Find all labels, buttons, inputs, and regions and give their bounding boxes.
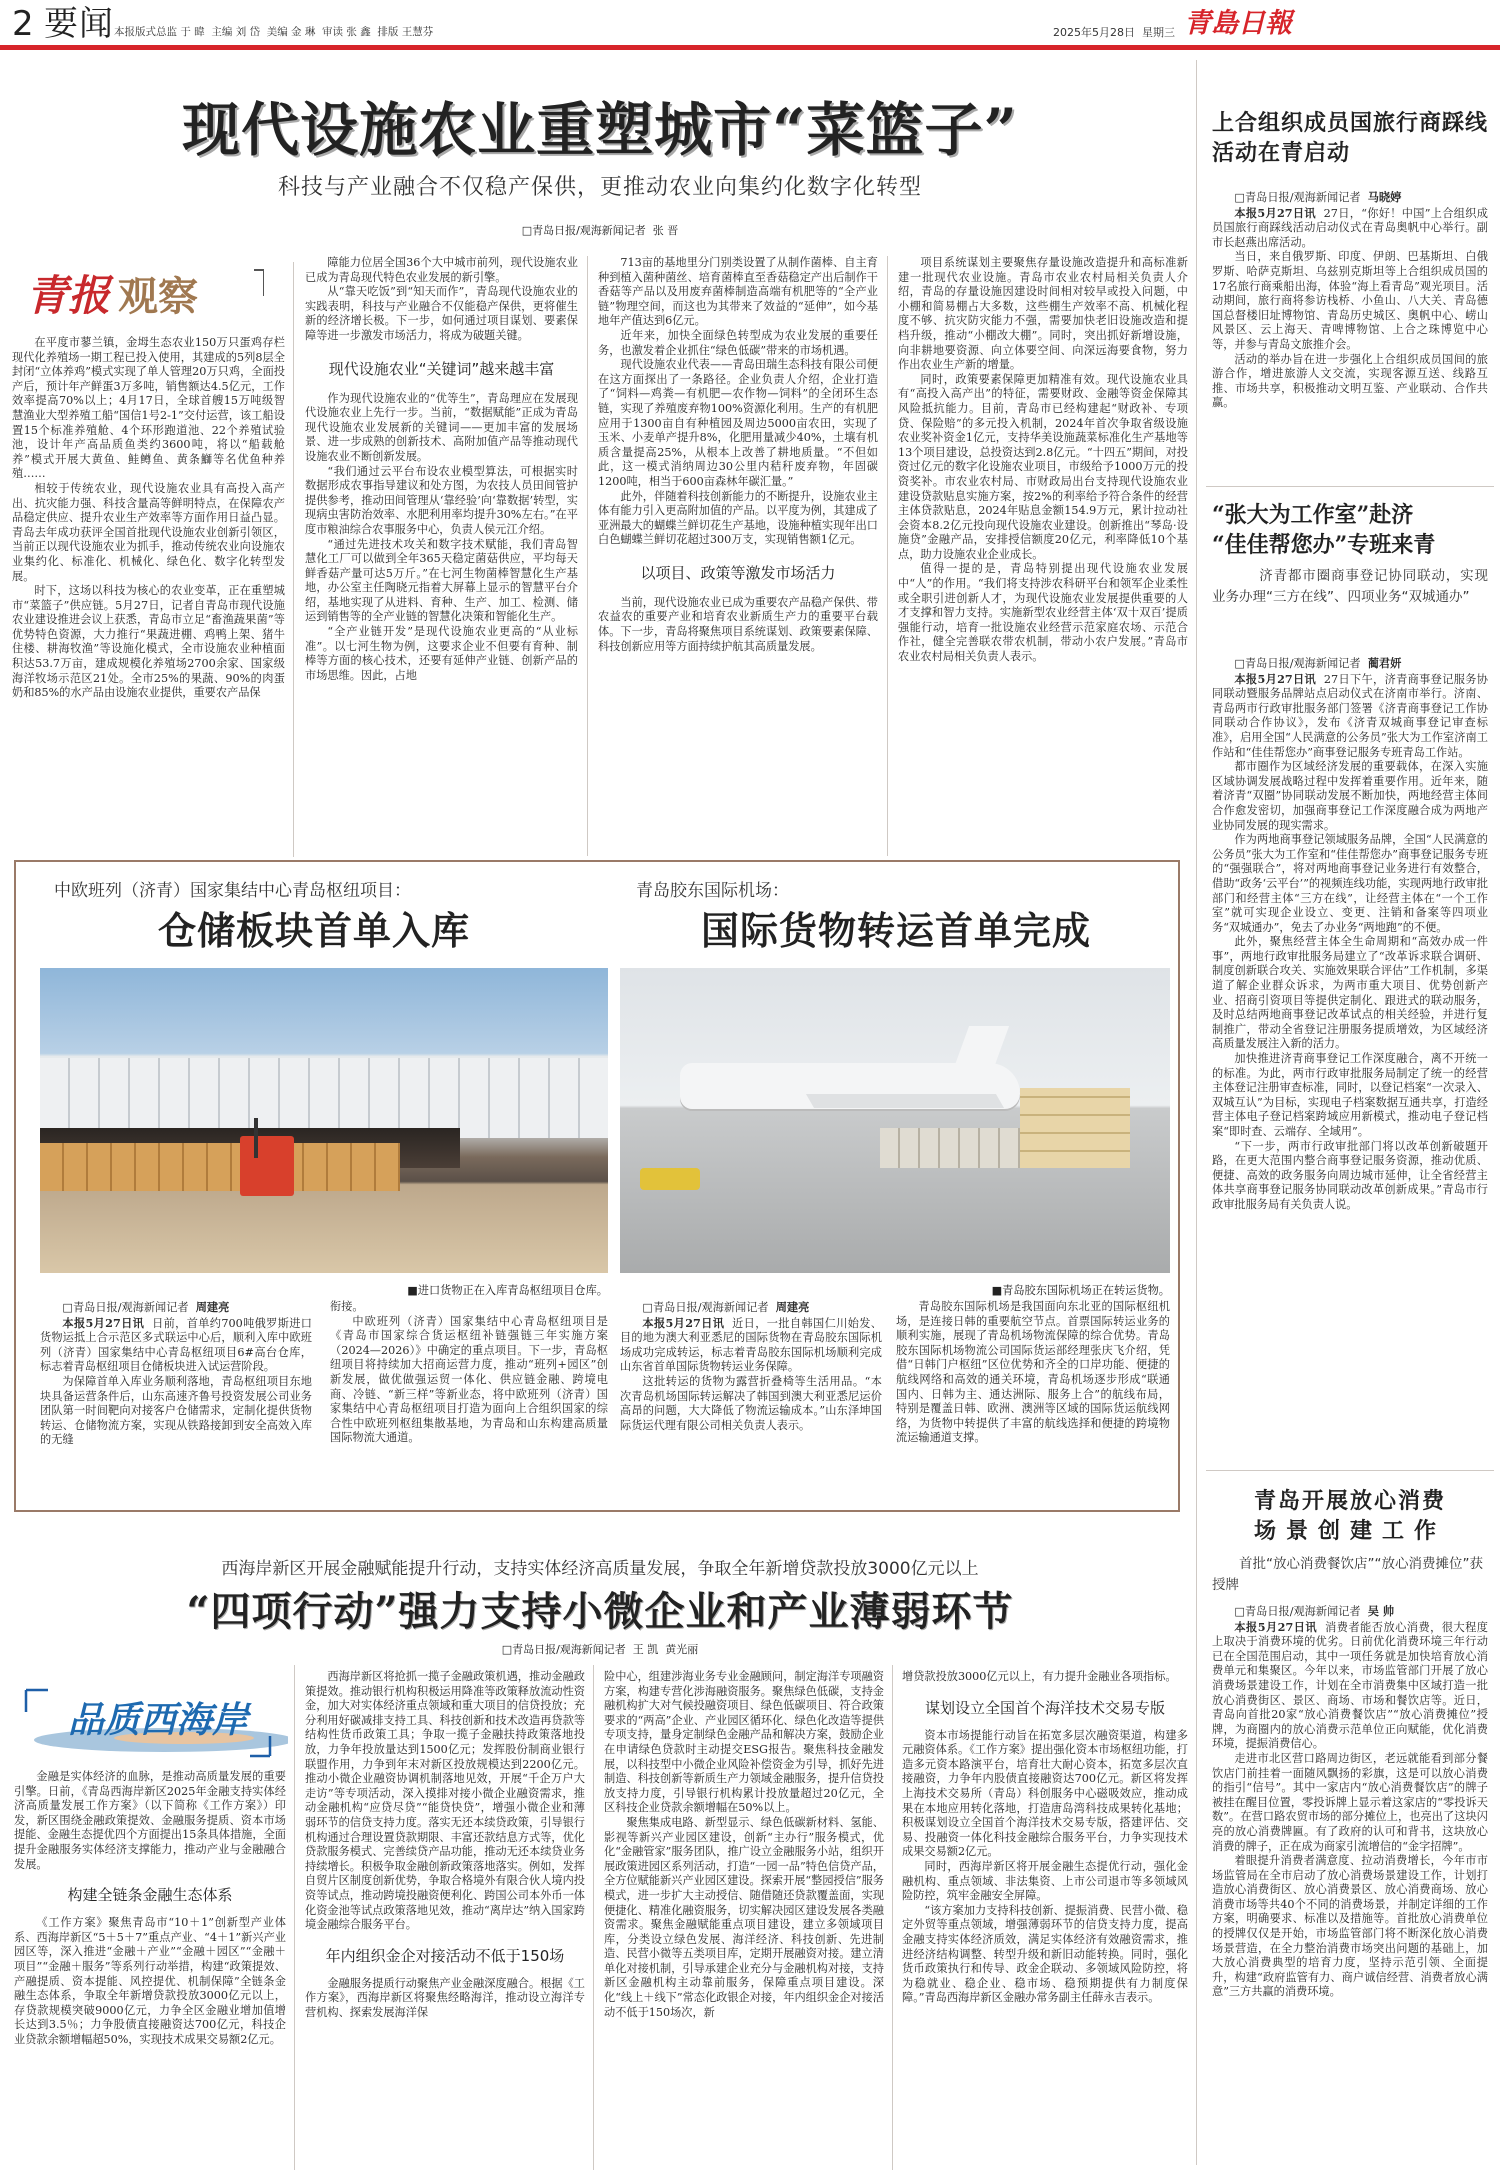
paragraph: 西海岸新区将抢抓一揽子金融政策机遇，推动金融政策提效。推动银行机构积极运用降准等政策释放流动性资金，加大对实体经济重点领域和重大项目的信贷投放；充分利用好碳减排支持工具、科技创新和技术改造再贷款等结构性货币政策工具；争取一揽子金融扶持政策落地投放，力争年投放量达到1500亿元；发挥股份制商业银行联盟作用，力争到年末对新区投放规模达到2200亿元。推动小微企业融资协调机制落地见效，开展“千企万户大走访”等专项活动，深入摸排对接小微企业融资需求，推动金融机构“应贷尽贷”“能贷快贷”，增强小微企业和薄弱环节的信贷支持力度。落实无还本续贷政策，引导银行机构通过合理设置贷款期限、丰富还款结息方式等，优化贷款服务模式、完善续贷产品功能，推动无还本续贷业务持续增长。积极争取金融创新政策落地落实。例如，发挥自贸片区制度创新优势，争取合格境外有限合伙人境内投资等试点，推动跨境投融资便利化、跨国公司本外币一体化资金池等试点政策落地见效，推动“离岸达”纳入国家跨境金融综合服务平台。 bbox=[305, 1670, 585, 1932]
left-story-headline: 仓储板块首单入库 bbox=[157, 908, 470, 953]
paragraph-text: 消费者能否放心消费，很大程度上取决于消费环境的优劣。日前优化消费环境三年行动已在全国范围启动，其中一项任务就是加快培育放心消费单元和集聚区。今年以来，市场监管部门开展了放心消费场景建设工作，计划在全市消费集中区域打造一批放心消费街区、景区、商场、市场和餐饮店等。近日，青岛向首批20家“放心消费餐饮店”“放心消费摊位”授牌，为商圈内的放心消费示范单位正向赋能，优化消费环境，提振消费信心。 bbox=[1212, 1620, 1488, 1751]
column-divider bbox=[294, 1665, 295, 2170]
page-number: 2 bbox=[12, 4, 34, 44]
paragraph: 同时，西海岸新区将开展金融生态提优行动，强化金融机构、重点领域、非法集资、上市公司退市等多领域风险防控，筑牢金融安全屏障。 bbox=[902, 1859, 1188, 1903]
paragraph: 值得一提的是，青岛特别提出现代设施农业发展中“人”的作用。“我们将支持涉农科研平台和领军企业柔性或全职引进创新人才，为现代设施农业发展提供重要的人才支撑和智力支持。实施新型农业经营主体‘双十双百’提质强能行动，培育一批设施农业经营示范家庭农场、示范合作社，健全完善联农带农机制，带动小农户发展。”青岛市农业农村局相关负责人表示。 bbox=[898, 562, 1188, 664]
paragraph bbox=[1212, 206, 1488, 251]
svg-text:观察: 观察 bbox=[118, 273, 198, 320]
right-photo-caption: ■青岛胶东国际机场正在转运货物。 bbox=[991, 1284, 1170, 1297]
paragraph: 金融服务提质行动聚焦产业金融深度融合。根据《工作方案》，西海岸新区将聚焦经略海洋，推动设立海洋专营机构、探索发展海洋保 bbox=[305, 1976, 585, 2019]
column-divider bbox=[887, 256, 888, 856]
byline bbox=[1212, 656, 1488, 672]
column-logo bbox=[14, 264, 264, 326]
column-logo-icon bbox=[14, 1688, 288, 1760]
paragraph: 713亩的基地里分门别类设置了从制作菌棒、自主育种到植入菌种菌丝、培育菌棒直至香菇稳定产出后制作干香菇等产品以及用废弃菌棒制造高端有机肥等的“全产业链”物理空间，而这也为其带来了效益的“延伸”，如今基地年产值达到6亿元。 bbox=[598, 256, 878, 328]
byline bbox=[40, 1300, 312, 1316]
left-photo-caption: ■进口货物正在入库青岛枢纽项目仓库。 bbox=[407, 1284, 608, 1297]
paragraph: 活动的举办旨在进一步强化上合组织成员国间的旅游合作，增进旅游人文交流，实现客源互送、线路互推、市场共享，积极推动文明互鉴、产业联动、合作共赢。 bbox=[1212, 352, 1488, 410]
airport-cargo-plane-photo bbox=[620, 968, 1170, 1273]
paragraph-text: 近日，一批自韩国仁川始发、目的地为澳大利亚悉尼的国际货物在青岛胶东国际机场成功完成转运，标志着青岛胶东国际机场顺利完成山东省首单国际货物转运业务保障。 bbox=[620, 1316, 882, 1374]
byline-prefix: □青岛日报/观海新闻记者 bbox=[1234, 191, 1361, 204]
paragraph: 金融是实体经济的血脉，是推动高质量发展的重要引擎。日前，《青岛西海岸新区2025年金融支持实体经济高质量发展工作方案》（以下简称《工作方案》）印发，新区围绕金融政策提效、金融服务提质、资本市场提能、金融生态提优四个方面提出15条具体措施，全面提升金融服务实体经济支撑能力，推动产业与金融融合发展。 bbox=[14, 1770, 286, 1871]
staff-credits: 本报版式总监 于 暐 主编 刘 岱 美编 金 琳 审读 张 鑫 排版 王慧芬 bbox=[114, 26, 434, 38]
paragraph: 在平度市蓼兰镇，金坶生态农业150万只蛋鸡存栏现代化养殖场一期工程已投入使用，其建成的5列8层全封闭“立体养鸡”模式实现了单人管理20万只鸡，全面投产后，预计年产鲜蛋3万多吨，销售额达4.5亿元，工作效率提高70%以上；4月17日，全球首艘15万吨级智慧渔业大型养殖工船“国信1号2-1”交付运营，该工船设置15个标准养殖舱、4个环形跑道池、22个养殖试验池，设计年产高品质鱼类约3600吨，将以“船载舱养”模式开展大黄鱼、鲑鳟鱼、黄条鰤等名优鱼种养殖…… bbox=[12, 336, 285, 481]
section-heading: 构建全链条金融生态体系 bbox=[67, 1886, 233, 1905]
byline-name: 吴 帅 bbox=[1367, 1604, 1395, 1618]
byline-name: 马晓婷 bbox=[1367, 190, 1402, 204]
headline-line: “张大为工作室”赴济 bbox=[1212, 502, 1414, 528]
side1-headline: 上合组织成员国旅行商踩线活动在青启动 bbox=[1212, 110, 1489, 166]
side1-body bbox=[1212, 190, 1488, 458]
right-story-kicker: 青岛胶东国际机场： bbox=[636, 881, 789, 901]
left-story-col1 bbox=[40, 1300, 312, 1500]
column-divider bbox=[892, 1665, 893, 2170]
paragraph: 聚焦集成电路、新型显示、绿色低碳新材料、氢能、影视等新兴产业园区建设，创新“主办行”服务模式，优化“金融管家”服务团队，推广设立金融服务小站，组织开展政策进园区系列活动，打造“一园一品”特色信贷产品，全方位赋能新兴产业园区建设。探索开展“整园授信”服务模式，进一步扩大主动授信、随借随还贷款覆盖面，实现便捷化、精准化融资服务，切实解决园区建设发展各类融资需求。聚焦金融赋能重点项目建设，建立多领域项目库，分类设立绿色发展、海洋经济、科技创新、先进制造、民营小微等五类项目库，定期开展融资对接。建立清单化对接机制，引导承建企业充分与金融机构对接，支持新区金融机构主动靠前服务，保障重点项目建设。深化“线上＋线下”常态化政银企对接，年内组织金企对接活动不低于150场次，新 bbox=[604, 1815, 884, 2019]
lead-byline: □青岛日报/观海新闻记者 张 晋 bbox=[521, 224, 679, 237]
svg-text:青島日報: 青島日報 bbox=[1184, 8, 1292, 39]
paragraph: 这批转运的货物为露营折叠椅等生活用品。“本次青岛机场国际转运解决了韩国到澳大利亚悉尼运价高昂的问题，大大降低了物流运输成本。”山东泽坤国际货运代理有限公司相关负责人表示。 bbox=[620, 1374, 882, 1432]
section-heading: 谋划设立全国首个海洋技术交易专版 bbox=[924, 1698, 1165, 1717]
column-logo-icon bbox=[14, 264, 264, 326]
paragraph-text: 27日，“你好！中国”上合组织成员国旅行商踩线活动启动仪式在青岛奥帆中心举行。副市长赵燕出席活动。 bbox=[1212, 206, 1488, 249]
paragraph: “该方案加力支持科技创新、提振消费、民营小微、稳定外贸等重点领域，增强薄弱环节的信贷支持力度，提高金融支持实体经济质效，满足实体经济有效融资需求，推进经济结构调整、转型升级和新旧动能转换。同时，强化货币政策执行和传导、政金企联动、多领域风险防控，将为稳就业、稳企业、稳市场、稳预期提供有力制度保障。”青岛西海岸新区金融办常务副主任薛永吉表示。 bbox=[902, 1903, 1188, 2005]
column-divider bbox=[587, 256, 588, 856]
column-logo bbox=[14, 1688, 288, 1760]
section-heading: 现代设施农业“关键词”越来越丰富 bbox=[328, 359, 555, 378]
story-divider bbox=[1206, 1470, 1494, 1471]
lead-headline: 现代设施农业重塑城市“菜篮子” bbox=[182, 96, 1018, 164]
byline-prefix: □青岛日报/观海新闻记者 bbox=[1234, 1605, 1361, 1618]
paragraph: “下一步，两市行政审批部门将以改革创新破题开路，在更大范围内整合商事登记服务资源，推动优质、便捷、高效的政务服务向周边城市延伸，让全省经营主体共享商事登记服务协同联动改革创新成果。”青岛市行政审批服务局有关负责人说。 bbox=[1212, 1139, 1488, 1211]
section-name: 要闻 bbox=[44, 4, 114, 44]
paragraph: 当前，现代设施农业已成为重要农产品稳产保供、带农益农的重要产业和培育农业新质生产力的重要平台载体。下一步，青岛将聚焦项目系统谋划、政策要素保障、科技创新应用等方面持续护航其高质量发展。 bbox=[598, 595, 878, 653]
lead-subhead: 科技与产业融合不仅稳产保供，更推动农业向集约化数字化转型 bbox=[277, 175, 922, 200]
lead-col2 bbox=[305, 256, 578, 856]
headline-line: 青岛开展放心消费 bbox=[1253, 1488, 1446, 1514]
dateline: 本报5月27日讯 bbox=[1234, 1619, 1318, 1634]
story-divider bbox=[1206, 486, 1494, 487]
newspaper-logo bbox=[1182, 0, 1312, 46]
byline-prefix: □青岛日报/观海新闻记者 bbox=[642, 1301, 769, 1314]
dateline: 本报5月27日讯 bbox=[62, 1315, 145, 1330]
side2-subhead: 济青都市圈商事登记协同联动，实现业务办理“三方在线”、四项业务“双城通办” bbox=[1212, 568, 1488, 605]
bottom-col1 bbox=[14, 1770, 286, 2170]
masthead-rule bbox=[0, 45, 1500, 50]
paragraph: 着眼提升消费者满意度、拉动消费增长，今年市市场监管局在全市启动了放心消费场景建设工作，计划打造放心消费街区、放心消费景区、放心消费商场、放心消费市场等共40个不同的消费场景，并制定详细的工作方案，明确要求、标准以及措施等。首批放心消费单位的授牌仅仅是开始，市场监管部门将不断深化放心消费场景营造，在全力整治消费市场突出问题的基础上，加大放心消费典型的培育力度，坚持示范引领、全面提升，构建“政府监管有力、商户诚信经营、消费者放心满意”三方共赢的消费环境。 bbox=[1212, 1854, 1488, 1999]
side2-headline bbox=[1212, 500, 1488, 560]
left-story-kicker: 中欧班列（济青）国家集结中心青岛枢纽项目： bbox=[54, 881, 411, 901]
dateline: 本报5月27日讯 bbox=[1234, 671, 1317, 686]
warehouse-forklift-photo bbox=[40, 968, 608, 1273]
masthead bbox=[0, 0, 1500, 50]
side3-subhead: 首批“放心消费餐饮店”“放心消费摊位”获授牌 bbox=[1212, 1556, 1483, 1593]
dateline: 本报5月27日讯 bbox=[1234, 205, 1316, 220]
column-divider bbox=[593, 1665, 594, 2170]
paragraph: 资本市场提能行动旨在拓宽多层次融资渠道，构建多元融资体系。《工作方案》提出强化资本市场枢纽功能，打造多元资本路演平台，培育壮大耐心资本，拓宽多层次直接融资，力争年内股债直接融资达700亿元。新区将发挥上海技术交易所（青岛）科创服务中心磁吸效应，推动成果在本地应用转化落地，打造唐岛湾科技成果转化基地；积极谋划设立全国首个海洋技术交易专版，搭建评估、交易、投融资一体化科技金融综合服务平台，力争实现技术成果交易额2亿元。 bbox=[902, 1728, 1188, 1859]
paragraph: 同时，政策要素保障更加精准有效。现代设施农业具有“高投入高产出”的特征，需要财政、金融等资金保障其风险抵抗能力。目前，青岛市已经构建起“财政补、专项贷、保险赔”的多元投入机制，2024年首次争取省级设施农业奖补资金1亿元，支持华美设施蔬菜标准化生产基地等13个项目建设，总投资达到2.8亿元。“十四五”期间，对投资过亿元的数字化设施农业项目，市级给予1000万元的投资奖补。市农业农村局、市财政局出台支持现代设施农业建设贷款贴息实施方案，按2%的利率给予符合条件的经营主体贷款贴息，2024年贴息金额154.9万元，累计拉动社会资本8.2亿元投向现代设施农业建设。创新推出“琴岛·设施贷”金融产品，安排授信额度20亿元，利率降低10个基点，助力设施农业企业成长。 bbox=[898, 372, 1188, 561]
paragraph: 此外，聚焦经营主体全生命周期和“高效办成一件事”，两地行政审批服务局建立了“改革诉求联合调研、制度创新联合攻关、实施效果联合评估”工作机制，多渠道了解企业群众诉求，为两市重大项目、优势创新产业、招商引资项目等提供定制化、跟进式的联动服务，及时总结两地商事登记改革试点的相关经验，并进行复制推广，带动全省登记注册服务提质增效，为区域经济高质量发展注入新的活力。 bbox=[1212, 935, 1488, 1051]
byline-name: 蔺君妍 bbox=[1367, 656, 1402, 670]
column-divider bbox=[293, 262, 294, 857]
paragraph: 此外，伴随着科技创新能力的不断提升，设施农业主体有能力引入更高附加值的产品。以平度为例，其建成了亚洲最大的蝴蝶兰鲜切花生产基地，设施种植实现年出口白色蝴蝶兰鲜切花超过300万支，实现销售额1亿元。 bbox=[598, 489, 878, 547]
lead-col3 bbox=[598, 256, 878, 856]
newspaper-logo-icon bbox=[1182, 0, 1312, 46]
svg-text:品质西海岸: 品质西海岸 bbox=[68, 1699, 249, 1741]
right-story-col2 bbox=[896, 1300, 1170, 1500]
paragraph: 走进市北区营口路周边街区，老远就能看到部分餐饮店门前挂着一面随风飘扬的彩旗，这是可以放心消费的指引“信号”。其中一家店内“放心消费餐饮店”的牌子被挂在醒目位置，零投诉牌上显示着这家店的“零投诉天数”。在营口路农贸市场的部分摊位上，也亮出了这块闪亮的放心消费牌匾。有了政府的认可和背书，这块放心消费的牌子，正在成为商家引流增信的“金字招牌”。 bbox=[1212, 1751, 1488, 1853]
paragraph: 增贷款投放3000亿元以上，有力提升金融业各项指标。 bbox=[902, 1670, 1177, 1683]
section-heading: 年内组织金企对接活动不低于150场 bbox=[325, 1946, 565, 1965]
paragraph: 近年来，加快全面绿色转型成为农业发展的重要任务，也激发着企业抓住“绿色低碳”带来的市场机遇。 bbox=[598, 328, 878, 357]
paragraph: 项目系统谋划主要聚焦存量设施改造提升和高标准新建一批现代农业设施。青岛市农业农村局相关负责人介绍，青岛的存量设施因建设时间相对较早或投入问题，中小棚和简易棚占大多数，这些棚生产效率不高、机械化程度不够、抗灾防灾能力不强，需要加快老旧设施改造和提档升级，推动“小棚改大棚”。同时，突出抓好新增设施，向非耕地要资源、向立体要空间、向深远海要食物，努力作出农业生产新的增量。 bbox=[898, 256, 1188, 372]
paragraph: “通过先进技术攻关和数字技术赋能，我们青岛智慧化工厂可以做到全年365天稳定菌菇供应，平均每天鲜香菇产量可达5万斤。”在七河生物菌棒智慧化生产基地，办公室主任陶晓元指着大屏幕上显示的智慧平台介绍，基地实现了从进料、育种、生产、加工、检测、储运到销售等的全产业链的智慧化决策和智能化生产。 bbox=[305, 537, 578, 624]
left-story-col2 bbox=[330, 1300, 608, 1500]
paragraph: 都市圈作为区域经济发展的重要载体，在深入实施区域协调发展战略过程中发挥着重要作用。近年来，随着济青“双圈”协同联动发展不断加快，两地经营主体间合作愈发密切，加强商事登记工作深度融合成为两地产业协同发展的现实需求。 bbox=[1212, 760, 1488, 832]
issue-date: 2025年5月28日 星期三 bbox=[1053, 26, 1175, 39]
paragraph: 作为现代设施农业的“优等生”，青岛理应在发展现代设施农业上先行一步。当前，“数据赋能”正成为青岛现代设施农业发展新的关键词——更加丰富的发展场景、进一步成熟的创新技术、高附加值产品等推动现代设施农业不断创新发展。 bbox=[305, 391, 578, 463]
bottom-headline: “四项行动”强力支持小微企业和产业薄弱环节 bbox=[186, 1588, 1014, 1635]
paragraph: “全产业链开发”是现代设施农业更高的“从业标准”。以七河生物为例，这要求企业不但要有育种、制棒等方面的核心技术，还要有延伸产业链、创新产品的市场思维。因此，占地 bbox=[305, 625, 578, 682]
paragraph-text: 27日下午，济青商事登记服务协同联动暨服务品牌站点启动仪式在济南市举行。济南、青岛两市行政审批服务部门签署《济青商事登记工作协同联动合作协议》，发布《济青双城商事登记审查标准》，启用全国“人民满意的公务员”张大为工作室济南工作站和“佳佳帮您办”商事登记服务专班青岛工作站。 bbox=[1212, 672, 1488, 759]
headline-line: 场景创建工作 bbox=[1253, 1518, 1446, 1544]
bottom-col3 bbox=[604, 1670, 884, 2170]
right-story-col1 bbox=[620, 1300, 882, 1500]
byline bbox=[620, 1300, 882, 1316]
side2-body bbox=[1212, 656, 1488, 1466]
paragraph: 为保障首单入库业务顺利落地，青岛枢纽项目东地块具备运营条件后，山东高速齐鲁号投资发展公司业务团队第一时间靶向对接客户仓储需求，定制化提供货物转运、仓储物流方案，实现从铁路接卸到安全高效入库的无缝 bbox=[40, 1374, 312, 1447]
paragraph: 衔接。 bbox=[330, 1300, 364, 1313]
paragraph: 障能力位居全国36个大中城市前列，现代设施农业已成为青岛现代特色农业发展的新引擎。 bbox=[305, 256, 578, 284]
byline-name: 周建亮 bbox=[775, 1300, 810, 1314]
paragraph-text: 日前，首单约700吨俄罗斯进口货物运抵上合示范区多式联运中心后，顺利入库中欧班列（济青）国家集结中心青岛枢纽项目6#高台仓库，标志着青岛枢纽项目仓储板块进入试运营阶段。 bbox=[40, 1316, 312, 1374]
byline-prefix: □青岛日报/观海新闻记者 bbox=[1234, 657, 1361, 670]
paragraph bbox=[1212, 672, 1488, 761]
right-story-headline: 国际货物转运首单完成 bbox=[700, 908, 1091, 953]
side3-headline bbox=[1212, 1486, 1488, 1546]
headline-line: “佳佳帮您办”专班来青 bbox=[1212, 532, 1436, 558]
dateline: 本报5月27日讯 bbox=[642, 1315, 725, 1330]
byline-prefix: □青岛日报/观海新闻记者 bbox=[62, 1301, 189, 1314]
side3-body bbox=[1212, 1604, 1488, 2170]
paragraph: 时下，这场以科技为核心的农业变革，正在重塑城市“菜篮子”供应链。5月27日，记者自青岛市现代设施农业建设推进会议上获悉，青岛市立足“畜渔蔬果菌”等优势特色资源，大力推行“果蔬进棚、鸡鸭上架、猪牛住楼、耕海牧渔”等设施化模式，全市设施农业种植面积达53.7万亩，建成规模化养殖场2700余家、国家级海洋牧场示范区21处。全市25%的果蔬、90%的肉蛋奶和85%的水产品由设施农业提供，重要农产品保 bbox=[12, 584, 285, 700]
paragraph: 现代设施农业代表——青岛田瑞生态科技有限公司便在这方面探出了一条路径。企业负责人介绍，企业打造了“饲料—鸡粪—有机肥—农作物—饲料”的全闭环生态链，实现了养殖废弃物100%资源化利用。生产的有机肥应用于1300亩自有种植园及周边5000亩农田，实现了玉米、小麦单产提升8%，化肥用量减少40%，土壤有机质含量提高25%，从根本上改善了耕地质量。“不但如此，这一模式消纳周边30公里内秸秆废弃物，年固碳1200吨，相当于600亩森林年碳汇量。” bbox=[598, 358, 878, 488]
svg-text:青报: 青报 bbox=[26, 271, 111, 320]
bottom-byline: □青岛日报/观海新闻记者 王 凯 黄光丽 bbox=[501, 1643, 699, 1656]
sidebar-divider bbox=[1196, 60, 1197, 2165]
bottom-kicker: 西海岸新区开展金融赋能提升行动，支持实体经济高质量发展，争取全年新增贷款投放3000亿元以上 bbox=[221, 1559, 979, 1579]
bottom-col2 bbox=[305, 1670, 585, 2170]
paragraph bbox=[620, 1316, 882, 1375]
paragraph: 中欧班列（济青）国家集结中心青岛枢纽项目是《青岛市国家综合货运枢纽补链强链三年实施方案（2024—2026）》中确定的重点项目。下一步，青岛枢纽项目将持续加大招商运营力度，推动“班列+园区”创新发展，做优做强运贸一体化、供应链金融、跨境电商、冷链、“新三样”等新业态，将中欧班列（济青）国家集结中心青岛枢纽项目打造为面向上合组织国家的综合性中欧班列枢纽集散基地，为青岛和山东构建高质量国际物流大通道。 bbox=[330, 1314, 608, 1445]
paragraph: 《工作方案》聚焦青岛市“10＋1”创新型产业体系、西海岸新区“5＋5＋7”重点产业、“4＋1”新兴产业园区等，深入推进“金融＋产业”“金融＋园区”“金融＋项目”“金融＋服务”等系列行动举措，构建“政策提效、产融提质、资本提能、风控提优、机制保障”全链条金融生态体系，争取全年新增贷款投放3000亿元以上，存贷款规模突破9000亿元，力争全区金融业增加值增长达到3.5％；力争股债直接融资达700亿元，科技企业贷款余额增幅超50%，实现技术成果交易额2亿元。 bbox=[14, 1916, 286, 2046]
paragraph: 加快推进济青商事登记工作深度融合，离不开统一的标准。为此，两市行政审批服务局制定了统一的经营主体登记注册审查标准，同时，以登记档案“一次录入、双城互认”为目标，实现电子档案数据互通共享，打造经营主体电子登记档案跨域应用新模式，推动电子登记档案“即时查、云端存、全域用”。 bbox=[1212, 1052, 1488, 1138]
bottom-col4 bbox=[902, 1670, 1188, 2170]
paragraph bbox=[1212, 1620, 1488, 1752]
lead-col4 bbox=[898, 256, 1188, 856]
byline bbox=[1212, 190, 1488, 206]
section-heading: 以项目、政策等激发市场活力 bbox=[640, 563, 836, 582]
paragraph: 相较于传统农业，现代设施农业具有高投入高产出、抗灾能力强、科技含量高等鲜明特点，在保障农产品稳定供应、提升农业生产效率等方面作用日益凸显。青岛去年成功获评全国首批现代设施农业创新引领区，当前正以现代设施农业为抓手，推动传统农业向设施农业集约化、标准化、机械化、绿色化、数字化转型发展。 bbox=[12, 481, 285, 583]
paragraph bbox=[40, 1316, 312, 1375]
byline bbox=[1212, 1604, 1488, 1620]
lead-col1 bbox=[12, 336, 285, 856]
paragraph: 从“靠天吃饭”到“知天而作”，青岛现代设施农业的实践表明，科技与产业融合不仅能稳产保供，更将催生新的经济增长极。下一步，如何通过项目谋划、要素保障等进一步激发市场活力，将成为破题关键。 bbox=[305, 285, 578, 342]
paragraph: 青岛胶东国际机场是我国面向东北亚的国际枢纽机场，是连接日韩的重要航空节点。首票国际转运业务的顺利实施，展现了青岛机场物流保障的综合优势。青岛胶东国际机场物流公司国际货运部经理张庆飞介绍，凭借“日韩门户枢纽”区位优势和齐全的口岸功能、便捷的航线网络和高效的通关环境，青岛机场逐步形成“联通国内、日韩为主、通达洲际、服务上合”的航线布局，特别是覆盖日韩、欧洲、澳洲等区域的国际货运航线网络，为货物中转提供了丰富的航线选择和便捷的跨境物流运输通道支撑。 bbox=[896, 1300, 1170, 1445]
paragraph: 当日，来自俄罗斯、印度、伊朗、巴基斯坦、白俄罗斯、哈萨克斯坦、乌兹别克斯坦等上合组织成员国的17名旅行商乘船出海，体验“海上看青岛”观光项目。活动期间，旅行商将参访栈桥、小鱼山、八大关、青岛德国总督楼旧址博物馆、青岛历史城区、奥帆中心、崂山风景区、云上海天、青啤博物馆、上合之珠博览中心等，并参与青岛文旅推介会。 bbox=[1212, 250, 1488, 351]
paragraph: “我们通过云平台布设农业模型算法，可根据实时数据形成农事指导建议和处方图，为农技人员田间管护提供参考，推动田间管理从‘靠经验’向‘靠数据’转型，实现病虫害防治效率、水肥利用率均提升30%左右。”在平度市粮油综合农事服务中心，负责人侯元江介绍。 bbox=[305, 464, 578, 536]
byline-name: 周建亮 bbox=[195, 1300, 230, 1314]
paragraph: 作为两地商事登记领域服务品牌，全国“人民满意的公务员”张大为工作室和“佳佳帮您办”商事登记服务专班的“强强联合”，将对两地商事登记业务进行有效整合，借助“政务‘云平台’”的视频连线功能，实现两地行政审批部门和经营主体“三方在线”，让经营主体在“一个工作室”就可实现企业设立、变更、注销和备案等四项业务“双城通办”，免去了办业务“两地跑”的不便。 bbox=[1212, 833, 1488, 934]
paragraph: 险中心，组建涉海业务专业金融顾问，制定海洋专项融资方案，构建专营化涉海融资服务。聚焦绿色低碳，支持金融机构扩大对气候投融资项目、绿色低碳项目、符合政策要求的“两高”企业、产业园区循环化、绿色化改造等提供专项支持，量身定制绿色金融产品和解决方案，鼓励企业在申请绿色贷款时主动提交ESG报告。聚焦科技金融发展，以科技型中小微企业风险补偿资金为引导，抓好先进制造、科技创新等新质生产力领域金融服务，提升信贷投放支持力度，引导银行机构累计投放量超过20亿元，全区科技企业贷款余额增幅在50%以上。 bbox=[604, 1670, 884, 1815]
